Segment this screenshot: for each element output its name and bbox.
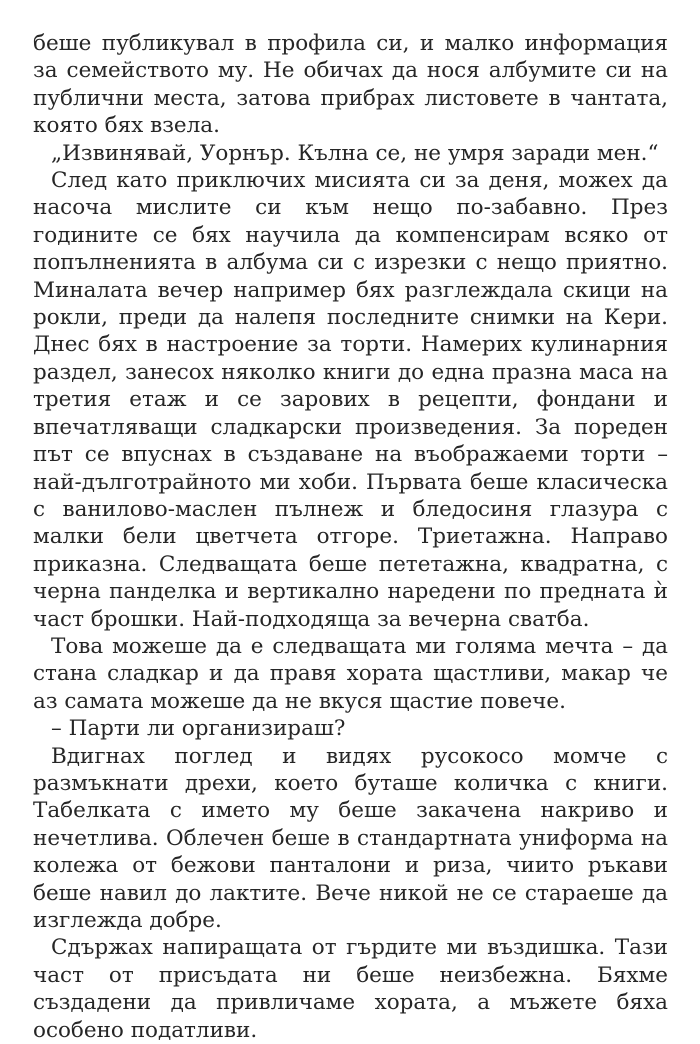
paragraph-7: Сдържах напиращата от гърдите ми въздишка. Тази част от присъдата ни беше неизбежна. Бяхме създадени да привличаме хората, а мъжете бяха особено податливи. bbox=[33, 935, 668, 1043]
paragraph-2: „Извинявай, Уорнър. Кълна се, не умря заради мен.“ bbox=[51, 140, 659, 166]
paragraph-5: – Парти ли организираш? bbox=[51, 716, 346, 742]
book-page bbox=[33, 30, 668, 1044]
paragraph-3: След като приключих мисията си за деня, можех да насоча мислите си към нещо по-забавно. През годините се бях научила да компенсирам всяко от попълненията в албума си с изрезки с нещо приятно. Миналата вечер например бях разглеждала скици на рокли, преди да налепя последните снимки на Кери. Днес бях в настроение за торти. Намерих кулинарния раздел, занесох няколко книги до една празна маса на третия етаж и се зарових в рецепти, фондани и впечатляващи сладкарски произведения. За пореден път се впуснах в създаване на въображаеми торти – най-дълготрайното ми хоби. Първата беше класическа с ванилово-маслен пълнеж и бледосиня глазура с малки бели цветчета отгоре. Триетажна. Направо приказна. Следващата беше пететажна, квадратна, с черна панделка и вертикално наредени по предната ѝ част брошки. Най-подходяща за вечерна сватба. bbox=[33, 168, 668, 632]
paragraph-4: Това можеше да е следващата ми голяма мечта – да стана сладкар и да правя хората щастливи, макар че аз самата можеше да не вкуся щастие повече. bbox=[33, 633, 668, 714]
paragraph-6: Вдигнах поглед и видях русокосо момче с размъкнати дрехи, което буташе количка с книги. Табелката с името му беше закачена накриво и нечетлива. Облечен беше в стандартната униформа на колежа от бежови панталони и риза, чиито ръкави беше навил до лактите. Вече никой не се стараеше да изглежда добре. bbox=[33, 743, 668, 933]
paragraph-1: беше публикувал в профила си, и малко информация за семейството му. Не обичах да нося албумите си на публични места, затова прибрах листовете в чантата, която бях взела. bbox=[33, 31, 668, 139]
